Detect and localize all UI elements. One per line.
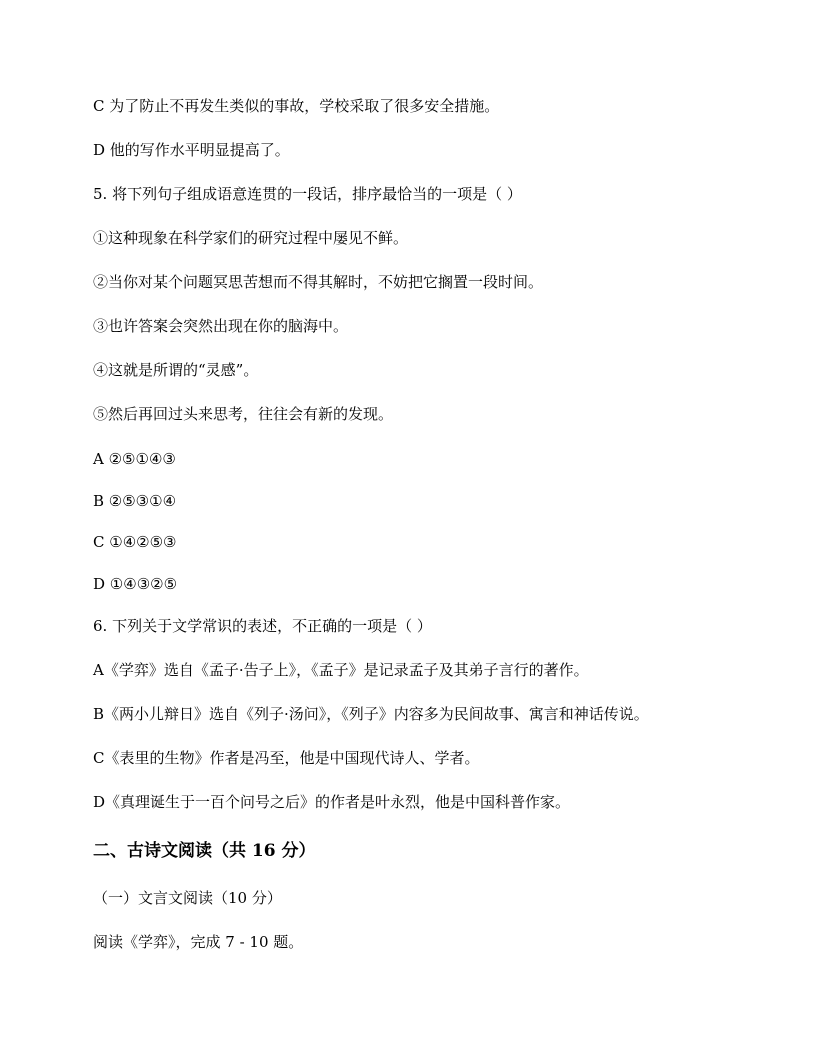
option-d-line: D 他的写作水平明显提高了。 [93, 141, 290, 159]
q6-option-c: C《表里的生物》作者是冯至，他是中国现代诗人、学者。 [93, 749, 480, 767]
option-c-line: C 为了防止不再发生类似的事故，学校采取了很多安全措施。 [93, 97, 500, 115]
q6-option-a: A《学弈》选自《孟子·告子上》，《孟子》是记录孟子及其弟子言行的著作。 [93, 661, 589, 679]
question-6: 6. 下列关于文学常识的表述，不正确的一项是（ ） [93, 617, 432, 635]
q5-option-b: B ②⑤③①④ [93, 492, 177, 510]
sentence-2: ②当你对某个问题冥思苦想而不得其解时，不妨把它搁置一段时间。 [93, 273, 544, 291]
sentence-5: ⑤然后再回过头来思考，往往会有新的发现。 [93, 405, 394, 423]
q6-option-b: B《两小儿辩日》选自《列子·汤问》，《列子》内容多为民间故事、寓言和神话传说。 [93, 705, 649, 723]
question-5: 5. 将下列句子组成语意连贯的一段话，排序最恰当的一项是（ ） [93, 185, 522, 203]
section-heading: 二、古诗文阅读（共 16 分） [93, 841, 316, 861]
sub-heading: （一）文言文阅读（10 分） [93, 889, 282, 907]
q5-option-d: D ①④③②⑤ [93, 575, 178, 593]
instruction-line: 阅读《学弈》，完成 7 - 10 题。 [93, 933, 304, 951]
sentence-3: ③也许答案会突然出现在你的脑海中。 [93, 317, 349, 335]
q5-option-c: C ①④②⑤③ [93, 533, 177, 551]
sentence-4: ④这就是所谓的“灵感”。 [93, 361, 259, 379]
sentence-1: ①这种现象在科学家们的研究过程中屡见不鲜。 [93, 229, 409, 247]
q5-option-a: A ②⑤①④③ [93, 450, 176, 468]
q6-option-d: D《真理诞生于一百个问号之后》的作者是叶永烈，他是中国科普作家。 [93, 793, 571, 811]
